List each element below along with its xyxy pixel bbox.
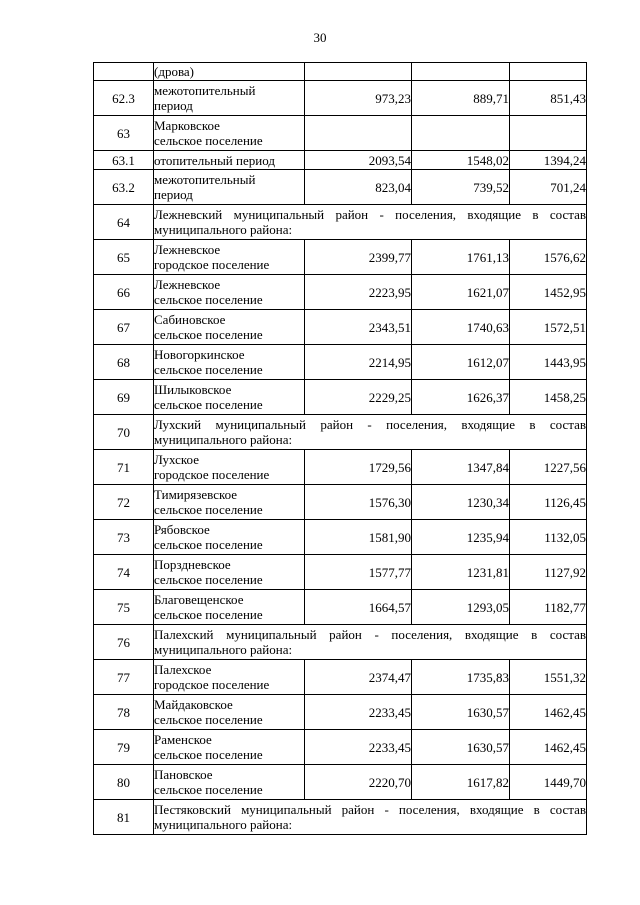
- settlement-name-line: сельское поселение: [154, 782, 263, 797]
- settlement-name: [154, 590, 305, 625]
- tariff-value-2: [412, 63, 510, 81]
- row-number: 80: [94, 765, 154, 800]
- tariff-value-3: 701,24: [510, 170, 587, 205]
- tariff-value-3: 851,43: [510, 81, 587, 116]
- tariff-value-2: 1612,07: [412, 345, 510, 380]
- table-row: [94, 555, 587, 590]
- settlement-name: [154, 450, 305, 485]
- tariff-value-3: 1394,24: [510, 151, 587, 170]
- settlement-name-line: сельское поселение: [154, 502, 263, 517]
- settlement-name: [154, 765, 305, 800]
- settlement-name-line: сельское поселение: [154, 607, 263, 622]
- tariff-value-1: 2343,51: [305, 310, 412, 345]
- tariff-value-2: 1626,37: [412, 380, 510, 415]
- settlement-name: [154, 485, 305, 520]
- settlement-name-line: межотопительный: [154, 172, 256, 187]
- tariff-value-1: 1577,77: [305, 555, 412, 590]
- tariff-value-2: 1235,94: [412, 520, 510, 555]
- settlement-name-line: Лежневское: [154, 277, 221, 292]
- tariff-value-2: 1630,57: [412, 730, 510, 765]
- row-number: 77: [94, 660, 154, 695]
- district-header-row: [94, 205, 587, 240]
- table-row: [94, 590, 587, 625]
- district-header: Лухский муниципальный район - поселения, входящие в состав муниципального района:: [154, 415, 587, 450]
- table-row: [94, 660, 587, 695]
- tariff-value-3: 1572,51: [510, 310, 587, 345]
- settlement-name-line: Палехское: [154, 662, 212, 677]
- table-row: [94, 765, 587, 800]
- tariff-value-3: 1126,45: [510, 485, 587, 520]
- settlement-name-line: сельское поселение: [154, 712, 263, 727]
- settlement-name: [154, 555, 305, 590]
- settlement-name: [154, 695, 305, 730]
- tariff-value-2: 1735,83: [412, 660, 510, 695]
- row-number: 73: [94, 520, 154, 555]
- tariff-value-1: 1581,90: [305, 520, 412, 555]
- tariff-value-2: 1740,63: [412, 310, 510, 345]
- table-row: [94, 450, 587, 485]
- settlement-name-line: городское поселение: [154, 257, 270, 272]
- tariff-value-3: 1449,70: [510, 765, 587, 800]
- tariff-value-3: 1462,45: [510, 695, 587, 730]
- settlement-name: [154, 240, 305, 275]
- tariff-value-1: 973,23: [305, 81, 412, 116]
- settlement-name-line: период: [154, 98, 193, 113]
- tariff-value-1: [305, 63, 412, 81]
- table-row: [94, 485, 587, 520]
- row-number: 79: [94, 730, 154, 765]
- district-header-row: [94, 415, 587, 450]
- settlement-name-line: Порздневское: [154, 557, 231, 572]
- tariff-value-1: 2223,95: [305, 275, 412, 310]
- tariff-value-1: 2214,95: [305, 345, 412, 380]
- tariff-value-1: 1576,30: [305, 485, 412, 520]
- district-header: Пестяковский муниципальный район - поселения, входящие в состав муниципального района:: [154, 800, 587, 835]
- table-row: [94, 695, 587, 730]
- settlement-name: [154, 275, 305, 310]
- district-header-row: [94, 800, 587, 835]
- settlement-name-line: сельское поселение: [154, 397, 263, 412]
- settlement-name: [154, 151, 305, 170]
- row-number: 75: [94, 590, 154, 625]
- tariff-value-1: 2374,47: [305, 660, 412, 695]
- table-row: [94, 116, 587, 151]
- settlement-name-line: Марковское: [154, 118, 220, 133]
- row-number: 74: [94, 555, 154, 590]
- settlement-name-line: отопительный период: [154, 152, 275, 168]
- tariff-value-2: 1293,05: [412, 590, 510, 625]
- tariff-value-3: 1458,25: [510, 380, 587, 415]
- table-row: [94, 240, 587, 275]
- row-number: 72: [94, 485, 154, 520]
- tariff-value-3: [510, 116, 587, 151]
- settlement-name-line: городское поселение: [154, 677, 270, 692]
- tariff-value-3: 1443,95: [510, 345, 587, 380]
- row-number: 66: [94, 275, 154, 310]
- table-row: [94, 345, 587, 380]
- table-row: [94, 730, 587, 765]
- tariff-value-3: 1551,32: [510, 660, 587, 695]
- settlement-name-line: Пановское: [154, 767, 213, 782]
- row-number: 64: [94, 205, 154, 240]
- settlement-name-line: сельское поселение: [154, 572, 263, 587]
- settlement-name-line: период: [154, 187, 193, 202]
- settlement-name-line: Новогоркинское: [154, 347, 245, 362]
- tariff-value-2: 1630,57: [412, 695, 510, 730]
- settlement-name-line: городское поселение: [154, 467, 270, 482]
- settlement-name-line: сельское поселение: [154, 327, 263, 342]
- tariff-value-1: 823,04: [305, 170, 412, 205]
- settlement-name: [154, 520, 305, 555]
- table-row: [94, 81, 587, 116]
- table-row: [94, 310, 587, 345]
- settlement-name: [154, 730, 305, 765]
- settlement-name-line: межотопительный: [154, 83, 256, 98]
- district-header-row: [94, 625, 587, 660]
- table-row: [94, 170, 587, 205]
- tariff-value-3: 1227,56: [510, 450, 587, 485]
- tariff-value-3: 1182,77: [510, 590, 587, 625]
- tariff-value-3: [510, 63, 587, 81]
- row-number: 76: [94, 625, 154, 660]
- settlement-name-line: Благовещенское: [154, 592, 244, 607]
- settlement-name-line: Тимирязевское: [154, 487, 238, 502]
- table-row: [94, 520, 587, 555]
- row-number: 81: [94, 800, 154, 835]
- tariff-value-2: 1621,07: [412, 275, 510, 310]
- settlement-name: [154, 170, 305, 205]
- tariff-value-1: 1664,57: [305, 590, 412, 625]
- tariff-value-1: 2233,45: [305, 730, 412, 765]
- settlement-name-line: (дрова): [154, 64, 195, 79]
- tariff-value-3: 1127,92: [510, 555, 587, 590]
- settlement-name: [154, 81, 305, 116]
- settlement-name-line: сельское поселение: [154, 747, 263, 762]
- settlement-name-line: сельское поселение: [154, 133, 263, 148]
- settlement-name-line: Раменское: [154, 732, 212, 747]
- row-number: [94, 63, 154, 81]
- row-number: 67: [94, 310, 154, 345]
- settlement-name-line: Сабиновское: [154, 312, 226, 327]
- tariff-table-body: [94, 63, 587, 835]
- district-header: Лежневский муниципальный район - поселения, входящие в состав муниципального района:: [154, 205, 587, 240]
- tariff-value-1: 2220,70: [305, 765, 412, 800]
- row-number: 63.1: [94, 151, 154, 170]
- tariff-value-1: [305, 116, 412, 151]
- settlement-name: [154, 116, 305, 151]
- district-header: Палехский муниципальный район - поселения, входящие в состав муниципального района:: [154, 625, 587, 660]
- settlement-name: [154, 63, 305, 81]
- tariff-value-2: 889,71: [412, 81, 510, 116]
- table-row: [94, 63, 587, 81]
- row-number: 70: [94, 415, 154, 450]
- tariff-value-3: 1576,62: [510, 240, 587, 275]
- tariff-value-3: 1462,45: [510, 730, 587, 765]
- row-number: 71: [94, 450, 154, 485]
- settlement-name-line: Лежневское: [154, 242, 221, 257]
- tariff-value-1: 2399,77: [305, 240, 412, 275]
- row-number: 69: [94, 380, 154, 415]
- tariff-value-1: 1729,56: [305, 450, 412, 485]
- settlement-name: [154, 345, 305, 380]
- tariff-value-3: 1132,05: [510, 520, 587, 555]
- row-number: 65: [94, 240, 154, 275]
- settlement-name-line: Майдаковское: [154, 697, 233, 712]
- tariff-value-2: 1230,34: [412, 485, 510, 520]
- settlement-name: [154, 310, 305, 345]
- settlement-name: [154, 660, 305, 695]
- row-number: 62.3: [94, 81, 154, 116]
- tariff-value-2: 739,52: [412, 170, 510, 205]
- tariff-value-1: 2093,54: [305, 151, 412, 170]
- tariff-value-2: 1231,81: [412, 555, 510, 590]
- page-number: 30: [313, 30, 327, 45]
- settlement-name-line: сельское поселение: [154, 362, 263, 377]
- table-row: [94, 275, 587, 310]
- tariff-value-1: 2229,25: [305, 380, 412, 415]
- row-number: 63.2: [94, 170, 154, 205]
- table-row: [94, 151, 587, 170]
- tariff-value-2: 1761,13: [412, 240, 510, 275]
- tariff-value-2: 1548,02: [412, 151, 510, 170]
- row-number: 78: [94, 695, 154, 730]
- settlement-name-line: Лухское: [154, 452, 199, 467]
- tariff-value-3: 1452,95: [510, 275, 587, 310]
- tariff-table: [93, 62, 587, 835]
- table-row: [94, 380, 587, 415]
- row-number: 63: [94, 116, 154, 151]
- settlement-name: [154, 380, 305, 415]
- tariff-value-2: 1347,84: [412, 450, 510, 485]
- row-number: 68: [94, 345, 154, 380]
- tariff-value-2: [412, 116, 510, 151]
- tariff-value-1: 2233,45: [305, 695, 412, 730]
- settlement-name-line: сельское поселение: [154, 537, 263, 552]
- tariff-value-2: 1617,82: [412, 765, 510, 800]
- settlement-name-line: сельское поселение: [154, 292, 263, 307]
- settlement-name-line: Рябовское: [154, 522, 210, 537]
- settlement-name-line: Шилыковское: [154, 382, 232, 397]
